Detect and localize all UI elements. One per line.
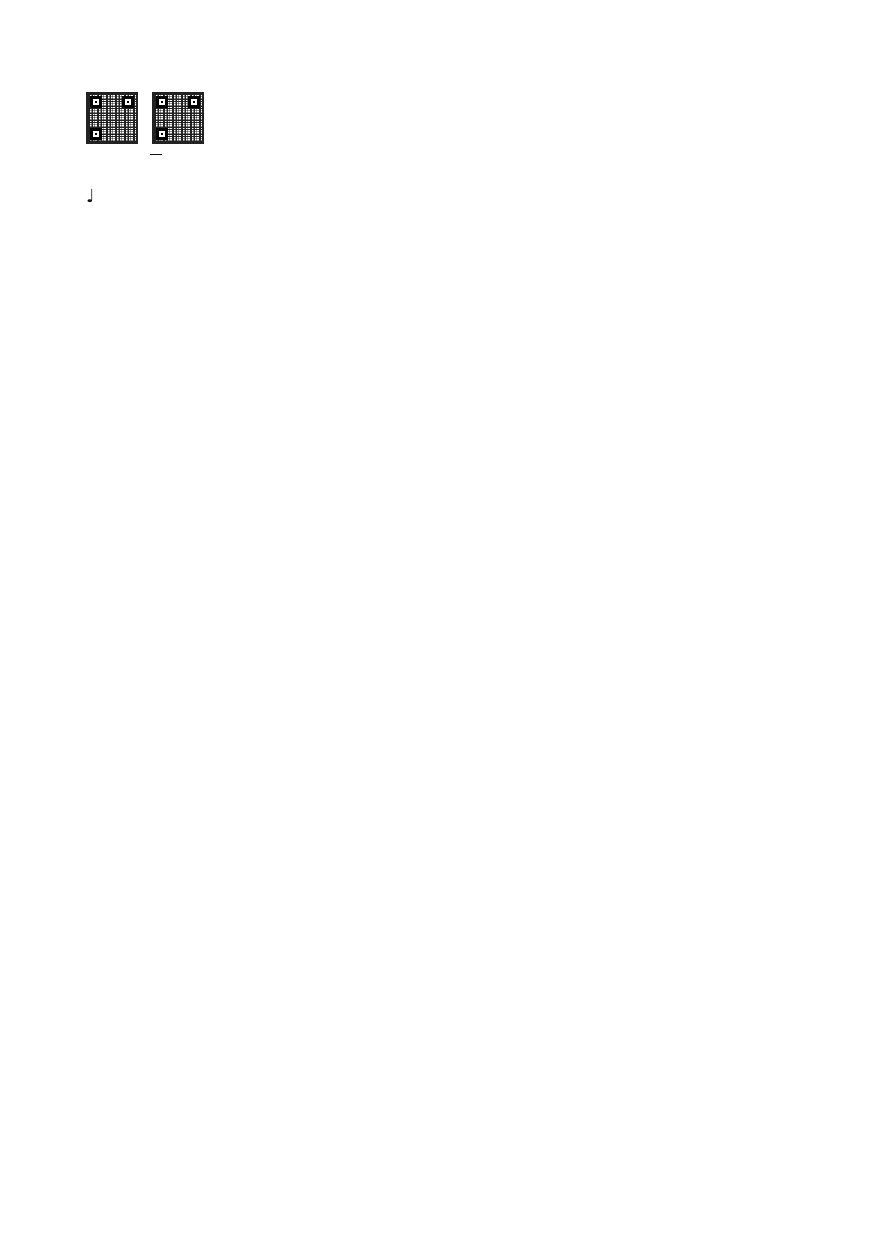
tempo-marking	[86, 186, 95, 207]
time-signature	[150, 154, 162, 155]
qr-code-2	[152, 92, 204, 144]
quarter-note-icon: ♩	[86, 186, 95, 207]
qr-code-1	[86, 92, 138, 144]
